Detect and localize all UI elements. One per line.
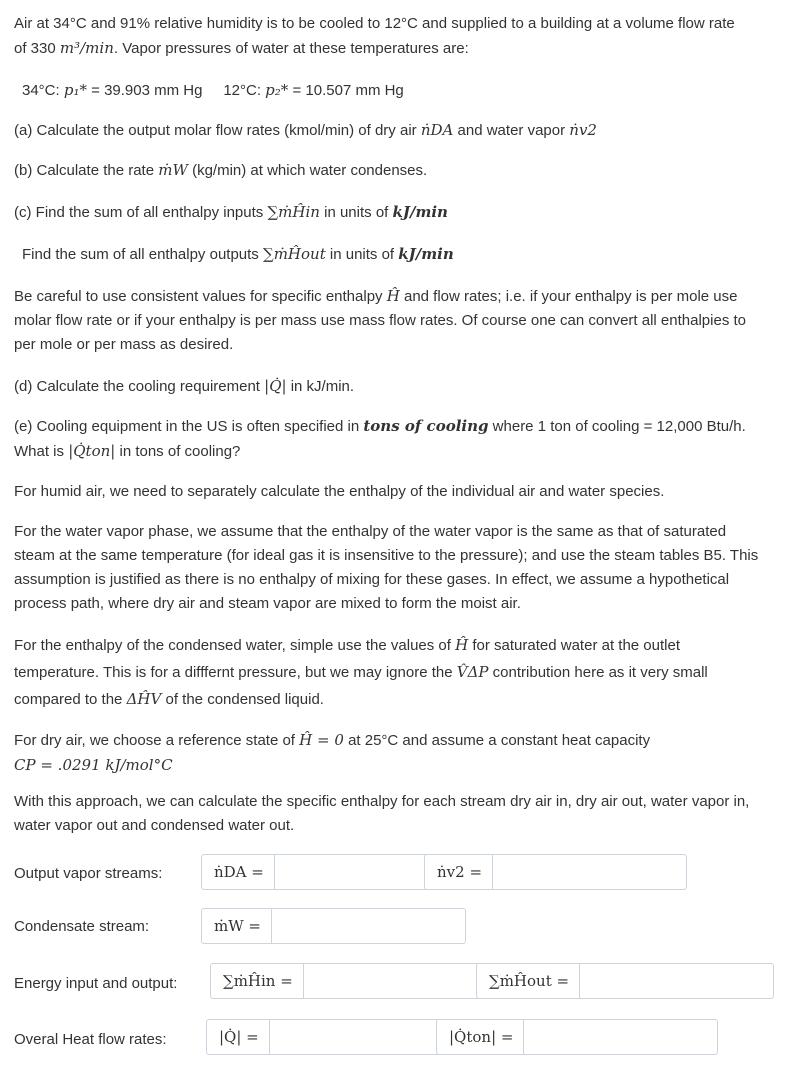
qton-input[interactable] bbox=[523, 1019, 718, 1055]
careful-1: Be careful to use consistent values for specific enthalpy bbox=[14, 288, 383, 305]
vapor-3: assumption is justified as there is no enthalpy of mixing for these gases. In effect, we assume a hypothetical bbox=[14, 571, 730, 588]
part-c2-end: in units of bbox=[329, 246, 395, 263]
approach-paragraph bbox=[14, 790, 796, 838]
careful-4: per mole or per mass as desired. bbox=[14, 336, 234, 353]
part-e-1: (e) Cooling equipment in the US is often specified in bbox=[14, 418, 360, 435]
part-c-text: (c) Find the sum of all enthalpy inputs bbox=[14, 204, 264, 221]
row-label-output-vapor: Output vapor streams: bbox=[14, 865, 163, 882]
condensed-paragraph bbox=[14, 632, 796, 713]
ndA-field bbox=[201, 854, 412, 890]
careful-symbol: Ĥ bbox=[386, 287, 400, 305]
cond-1a: For the enthalpy of the condensed water, simple use the values of bbox=[14, 637, 451, 654]
mw-field bbox=[201, 908, 410, 944]
hout-field bbox=[476, 963, 727, 999]
hout-input[interactable] bbox=[579, 963, 774, 999]
part-e bbox=[14, 414, 796, 464]
row-label-condensate: Condensate stream: bbox=[14, 918, 150, 935]
dry-1a: For dry air, we choose a reference state of bbox=[14, 732, 295, 749]
part-d-text: (d) Calculate the cooling requirement bbox=[14, 378, 260, 395]
hout-label: ∑ṁĤout = bbox=[489, 972, 570, 990]
vapor-1: For the water vapor phase, we assume that the enthalpy of the water vapor is the same as that of saturated bbox=[14, 523, 727, 540]
careful-paragraph bbox=[14, 284, 796, 357]
qton-field bbox=[436, 1019, 657, 1055]
hin-symbol: ∑ṁĤin bbox=[267, 203, 320, 221]
ndA-symbol: ṅDA bbox=[420, 121, 454, 139]
cond-1sym: Ĥ bbox=[455, 636, 469, 654]
part-c-unit: kJ/min bbox=[392, 203, 448, 221]
vp2-temp: 12°C: bbox=[223, 82, 261, 99]
q-symbol: |Q̇| bbox=[264, 377, 287, 395]
nv2-input[interactable] bbox=[492, 854, 687, 890]
cond-2a: temperature. This is for a difffernt pressure, but we may ignore the bbox=[14, 664, 453, 681]
nv2-field bbox=[424, 854, 627, 890]
hin-field bbox=[210, 963, 456, 999]
humid-text: For humid air, we need to separately calculate the enthalpy of the individual air and water species. bbox=[14, 483, 665, 500]
mw-input[interactable] bbox=[271, 908, 466, 944]
vapor-4: process path, where dry air and steam vapor are mixed to form the moist air. bbox=[14, 595, 521, 612]
part-e-tons: tons of cooling bbox=[363, 417, 489, 435]
heat-capacity: CP = .0291 kJ/mol°C bbox=[14, 756, 173, 774]
approach-1: With this approach, we can calculate the specific enthalpy for each stream dry air in, dry air out, water vapor in, bbox=[14, 793, 750, 810]
part-e-3: What is bbox=[14, 443, 65, 460]
humid-paragraph bbox=[14, 480, 796, 504]
ndA-label: ṅDA = bbox=[214, 863, 264, 881]
intro-line-3: . Vapor pressures of water at these temperatures are: bbox=[113, 40, 469, 57]
part-c2-text: Find the sum of all enthalpy outputs bbox=[22, 246, 259, 263]
part-b bbox=[14, 158, 796, 183]
hin-input[interactable] bbox=[303, 963, 498, 999]
dry-1sym: Ĥ = 0 bbox=[299, 731, 344, 749]
vp1-symbol: p₁* bbox=[63, 81, 87, 99]
careful-3: molar flow rate or if your enthalpy is per mass use mass flow rates. Of course one can convert all enthalpies to bbox=[14, 312, 746, 329]
row-label-energy: Energy input and output: bbox=[14, 975, 178, 992]
cond-2b: contribution here as it very small bbox=[492, 664, 708, 681]
vp1-value: = 39.903 mm Hg bbox=[91, 82, 203, 99]
part-c-end: in units of bbox=[324, 204, 389, 221]
intro-paragraph bbox=[14, 12, 796, 61]
intro-line-2: of 330 bbox=[14, 40, 56, 57]
dry-1b: at 25°C and assume a constant heat capacity bbox=[348, 732, 651, 749]
cond-1b: for saturated water at the outlet bbox=[472, 637, 680, 654]
vapor-2: steam at the same temperature (for ideal gas it is insensitive to the pressure); and use the steam tables B5. This bbox=[14, 547, 759, 564]
vapor-paragraph bbox=[14, 520, 796, 616]
part-d-end: in kJ/min. bbox=[290, 378, 355, 395]
cond-3sym: ΔĤV bbox=[126, 690, 162, 708]
approach-2: water vapor out and condensed water out. bbox=[14, 817, 295, 834]
part-e-2: where 1 ton of cooling = 12,000 Btu/h. bbox=[492, 418, 746, 435]
part-b-end: (kg/min) at which water condenses. bbox=[192, 162, 428, 179]
part-b-text: (b) Calculate the rate bbox=[14, 162, 155, 179]
part-a-mid: and water vapor bbox=[457, 122, 566, 139]
mw-symbol: ṁW bbox=[158, 161, 188, 179]
cond-2sym: V̂ΔP bbox=[456, 663, 489, 681]
q-field bbox=[206, 1019, 406, 1055]
hin-label: ∑ṁĤin = bbox=[223, 972, 293, 990]
part-d bbox=[14, 374, 796, 399]
careful-2: and flow rates; i.e. if your enthalpy is per mole use bbox=[403, 288, 738, 305]
part-c2 bbox=[22, 242, 804, 267]
q-label: |Q̇| = bbox=[219, 1028, 259, 1046]
part-e-4: in tons of cooling? bbox=[119, 443, 241, 460]
nv2-symbol: ṅv2 bbox=[569, 121, 597, 139]
vp1-temp: 34°C: bbox=[22, 82, 60, 99]
qton-symbol: |Q̇ton| bbox=[68, 442, 116, 460]
intro-line-1: Air at 34°C and 91% relative humidity is to be cooled to 12°C and supplied to a building at a volume flow rate bbox=[14, 15, 735, 32]
cond-3a: compared to the bbox=[14, 691, 123, 708]
hout-symbol: ∑ṁĤout bbox=[262, 245, 326, 263]
part-a-text: (a) Calculate the output molar flow rates (kmol/min) of dry air bbox=[14, 122, 417, 139]
vp2-value: = 10.507 mm Hg bbox=[292, 82, 404, 99]
dry-air-paragraph bbox=[14, 728, 796, 778]
mw-label: ṁW = bbox=[214, 917, 261, 935]
part-c bbox=[14, 200, 796, 225]
vp2-symbol: p₂* bbox=[265, 81, 289, 99]
flow-unit: m³/min bbox=[59, 39, 114, 57]
row-label-heat: Overal Heat flow rates: bbox=[14, 1031, 167, 1048]
part-c2-unit: kJ/min bbox=[398, 245, 454, 263]
vapor-pressures bbox=[22, 78, 804, 103]
cond-3b: of the condensed liquid. bbox=[165, 691, 324, 708]
part-a bbox=[14, 118, 796, 143]
nv2-label: ṅv2 = bbox=[437, 863, 483, 881]
qton-label: |Q̇ton| = bbox=[449, 1028, 514, 1046]
q-input[interactable] bbox=[269, 1019, 464, 1055]
